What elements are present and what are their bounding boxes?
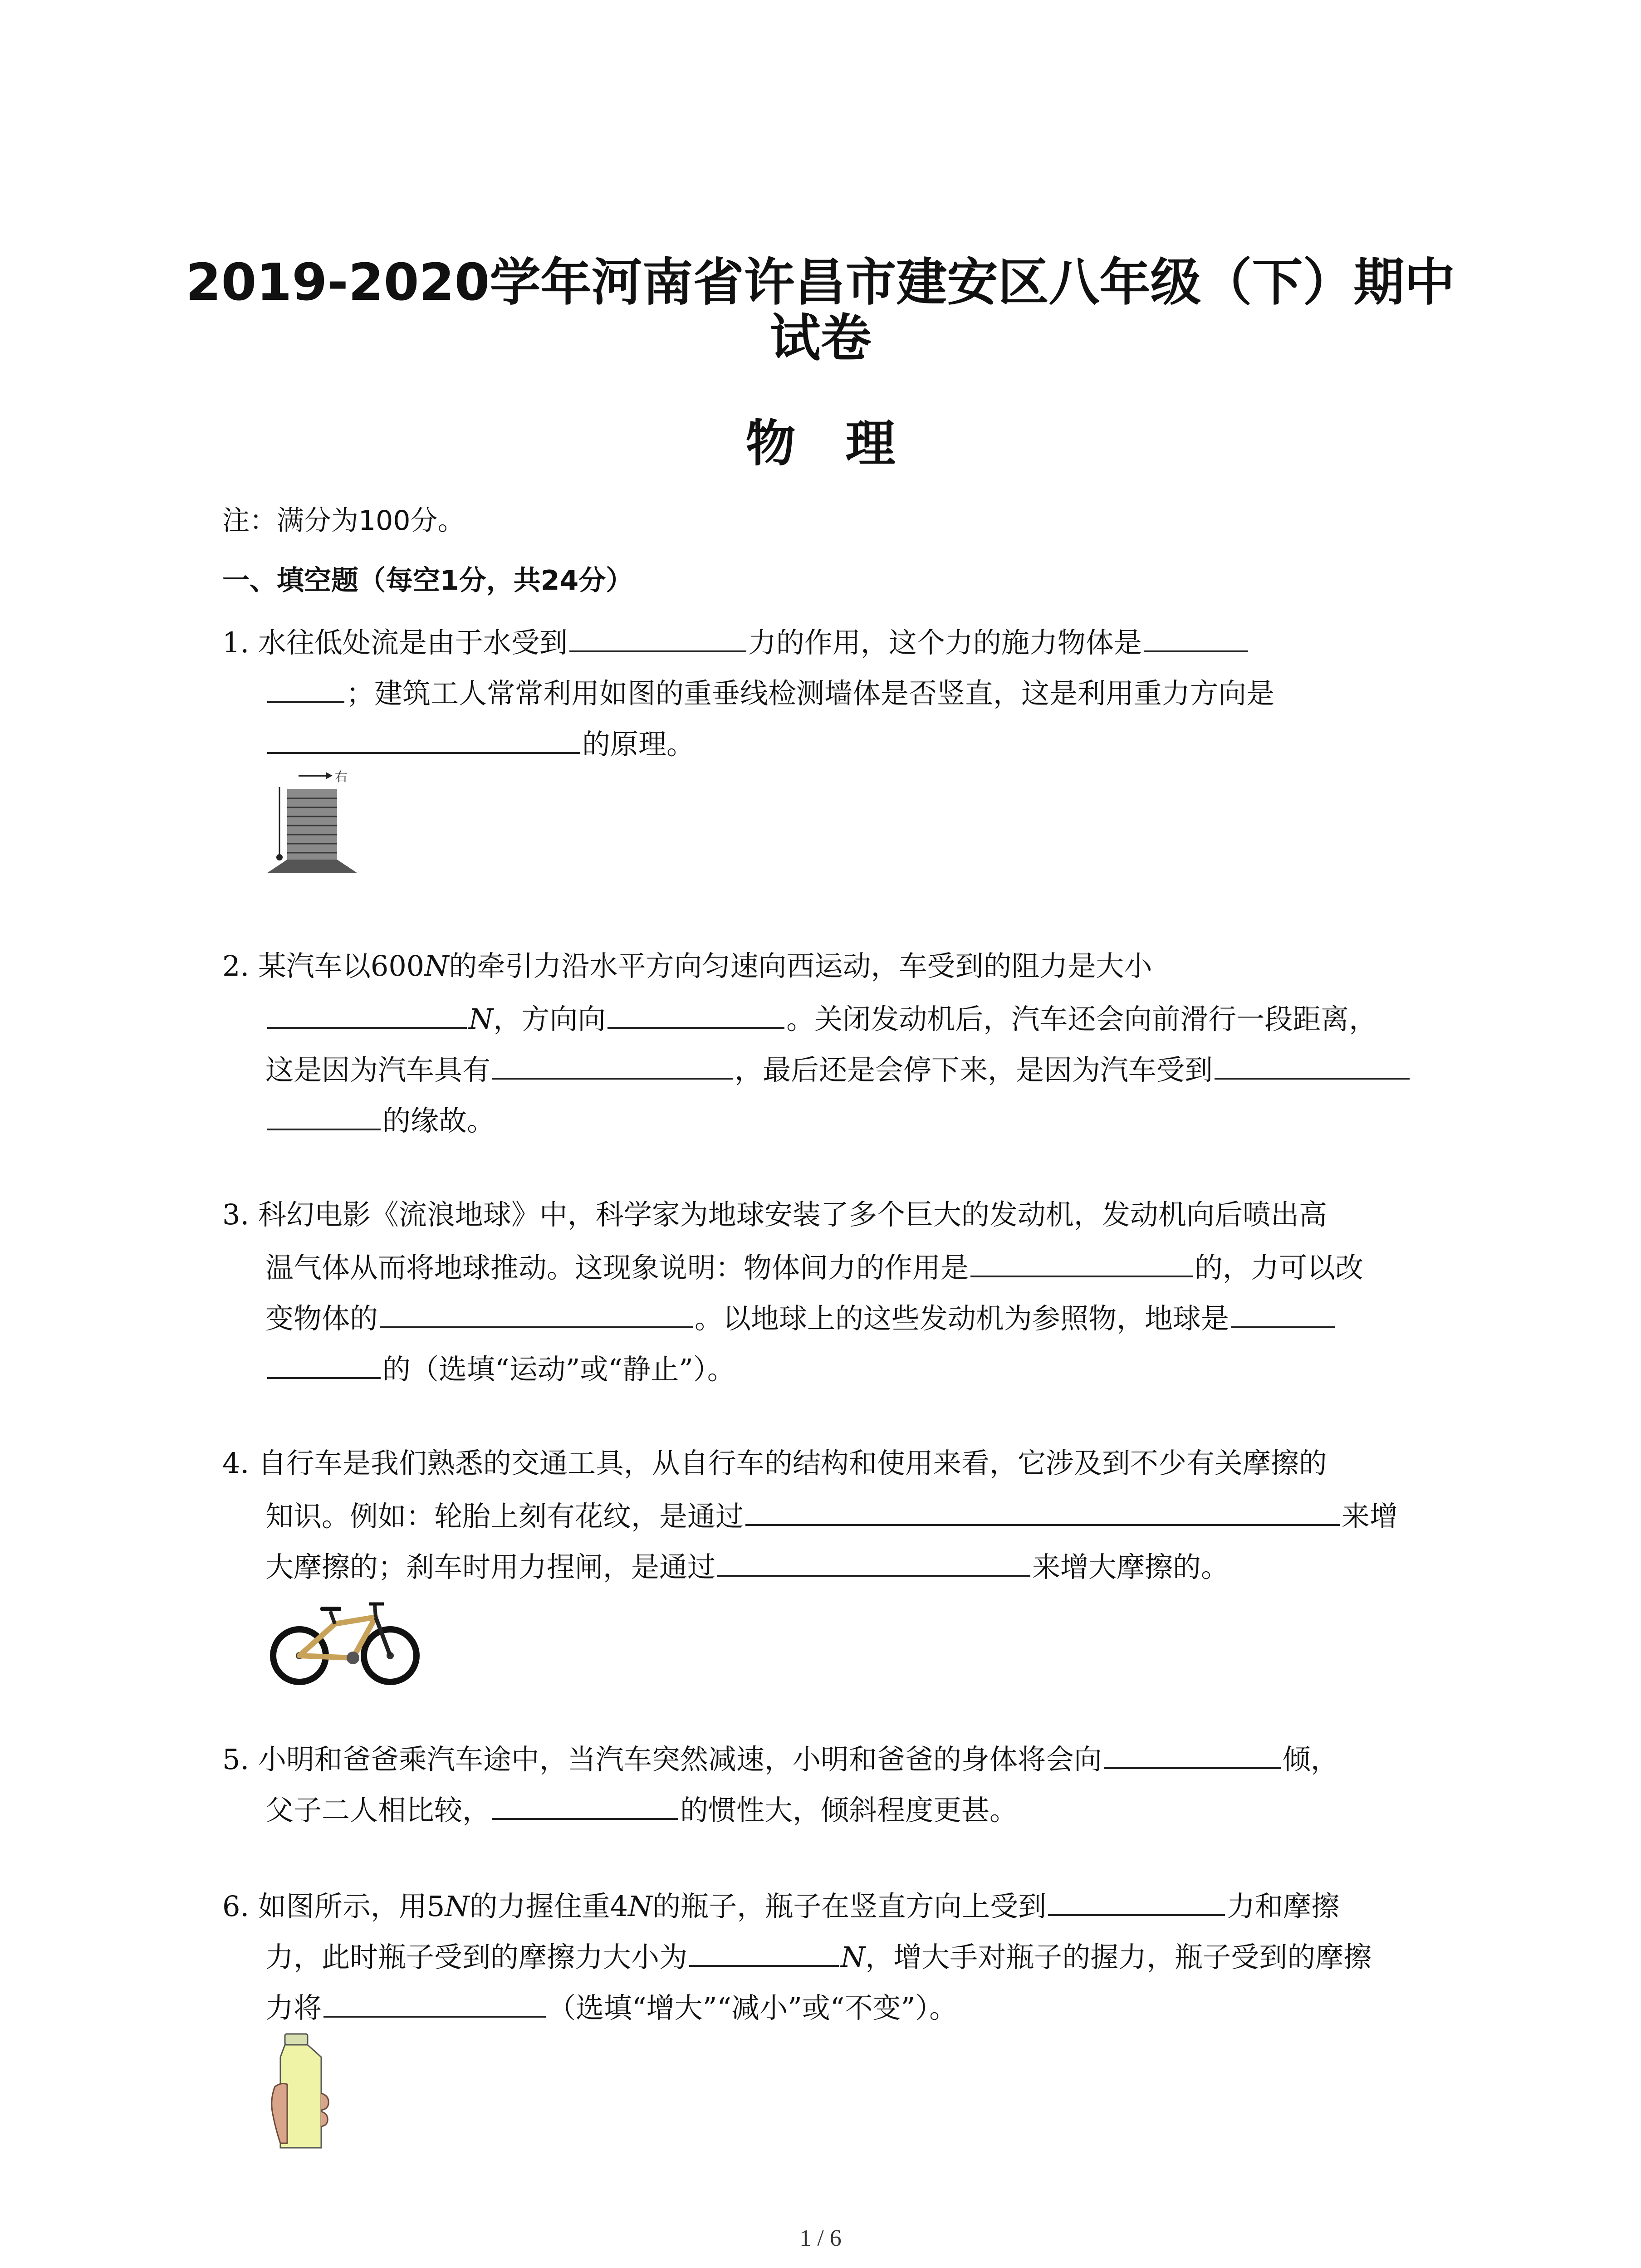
answer-blank[interactable] <box>267 724 580 754</box>
section-heading: 一、填空题（每空1分，共24分） <box>222 565 633 596</box>
document-title-line-1: 2019-2020学年河南省许昌市建安区八年级（下）期中 <box>186 253 1455 312</box>
question-number: 1. <box>222 626 250 659</box>
question-number: 4. <box>222 1447 250 1480</box>
answer-blank[interactable] <box>1231 1298 1335 1328</box>
page-number: 1 / 6 <box>799 2225 842 2251</box>
answer-blank[interactable] <box>492 1790 678 1820</box>
score-note: 注：满分为100分。 <box>222 505 465 537</box>
q3-line-1: 3. 科幻电影《流浪地球》中，科学家为地球安装了多个巨大的发动机，发动机向后喷出高 <box>222 1198 1327 1231</box>
question-number: 2. <box>222 949 250 982</box>
answer-blank[interactable] <box>1144 622 1248 652</box>
answer-blank[interactable] <box>745 1496 1340 1526</box>
q5-line-2: 父子二人相比较， 的惯性大，倾斜程度更甚。 <box>265 1790 1018 1828</box>
bicycle-figure <box>267 1592 423 1685</box>
q3-line-3: 变物体的 。以地球上的这些发动机为参照物，地球是 <box>265 1298 1337 1337</box>
answer-blank[interactable] <box>689 1937 839 1967</box>
answer-blank[interactable] <box>607 999 784 1029</box>
answer-blank[interactable] <box>717 1547 1030 1577</box>
q5-line-1: 5. 小明和爸爸乘汽车途中，当汽车突然减速，小明和爸爸的身体将会向 倾， <box>222 1739 1339 1778</box>
answer-blank[interactable] <box>1215 1050 1410 1080</box>
bottle-in-hand-figure <box>267 2032 335 2152</box>
answer-blank[interactable] <box>267 1100 381 1130</box>
q3-line-4: 的（选填“运动”或“静止”）。 <box>265 1349 735 1388</box>
answer-blank[interactable] <box>492 1050 733 1080</box>
question-number: 3. <box>222 1198 250 1231</box>
q4-line-2: 知识。例如：轮胎上刻有花纹，是通过 来增 <box>265 1496 1398 1535</box>
q3-line-2: 温气体从而将地球推动。这现象说明：物体间力的作用是 的，力可以改 <box>265 1247 1363 1286</box>
answer-blank[interactable] <box>267 999 467 1029</box>
q2-line-2: N，方向向 。关闭发动机后，汽车还会向前滑行一段距离， <box>265 999 1377 1037</box>
q1-line-1: 1. 水往低处流是由于水受到 力的作用，这个力的施力物体是 <box>222 622 1250 661</box>
answer-blank[interactable] <box>267 1349 381 1379</box>
q1-line-3: 的原理。 <box>265 724 695 763</box>
question-number: 5. <box>222 1743 250 1776</box>
answer-blank[interactable] <box>323 1988 546 2018</box>
document-title-line-2: 试卷 <box>769 309 872 368</box>
answer-blank[interactable] <box>569 622 746 652</box>
answer-blank[interactable] <box>380 1298 693 1328</box>
q6-line-2: 力，此时瓶子受到的摩擦力大小为 N，增大手对瓶子的握力，瓶子受到的摩擦 <box>265 1937 1372 1975</box>
answer-blank[interactable] <box>267 673 344 703</box>
q6-line-1: 6. 如图所示，用5N的力握住重4N的瓶子，瓶子在竖直方向上受到 力和摩擦 <box>222 1886 1339 1925</box>
q2-line-4: 的缘故。 <box>265 1100 495 1139</box>
q1-line-2: ；建筑工人常常利用如图的重垂线检测墙体是否竖直，这是利用重力方向是 <box>265 673 1274 712</box>
direction-label: 右 <box>335 769 348 784</box>
q4-line-3: 大摩擦的；刹车时用力捏闸，是通过 来增大摩擦的。 <box>265 1547 1229 1585</box>
q2-line-3: 这是因为汽车具有 ，最后还是会停下来，是因为汽车受到 <box>265 1050 1411 1088</box>
answer-blank[interactable] <box>970 1247 1193 1277</box>
answer-blank[interactable] <box>1104 1739 1281 1769</box>
q6-line-3: 力将 （选填“增大”“减小”或“不变”）。 <box>265 1988 957 2026</box>
q4-line-1: 4. 自行车是我们熟悉的交通工具，从自行车的结构和使用来看，它涉及到不少有关摩擦的 <box>222 1447 1327 1480</box>
answer-blank[interactable] <box>1048 1886 1225 1916</box>
q2-line-1: 2. 某汽车以600N的牵引力沿水平方向匀速向西运动，车受到的阻力是大小 <box>222 949 1152 982</box>
subject-heading: 物理 <box>745 415 945 473</box>
question-number: 6. <box>222 1890 250 1923</box>
plumb-line-wall-figure <box>267 767 358 878</box>
